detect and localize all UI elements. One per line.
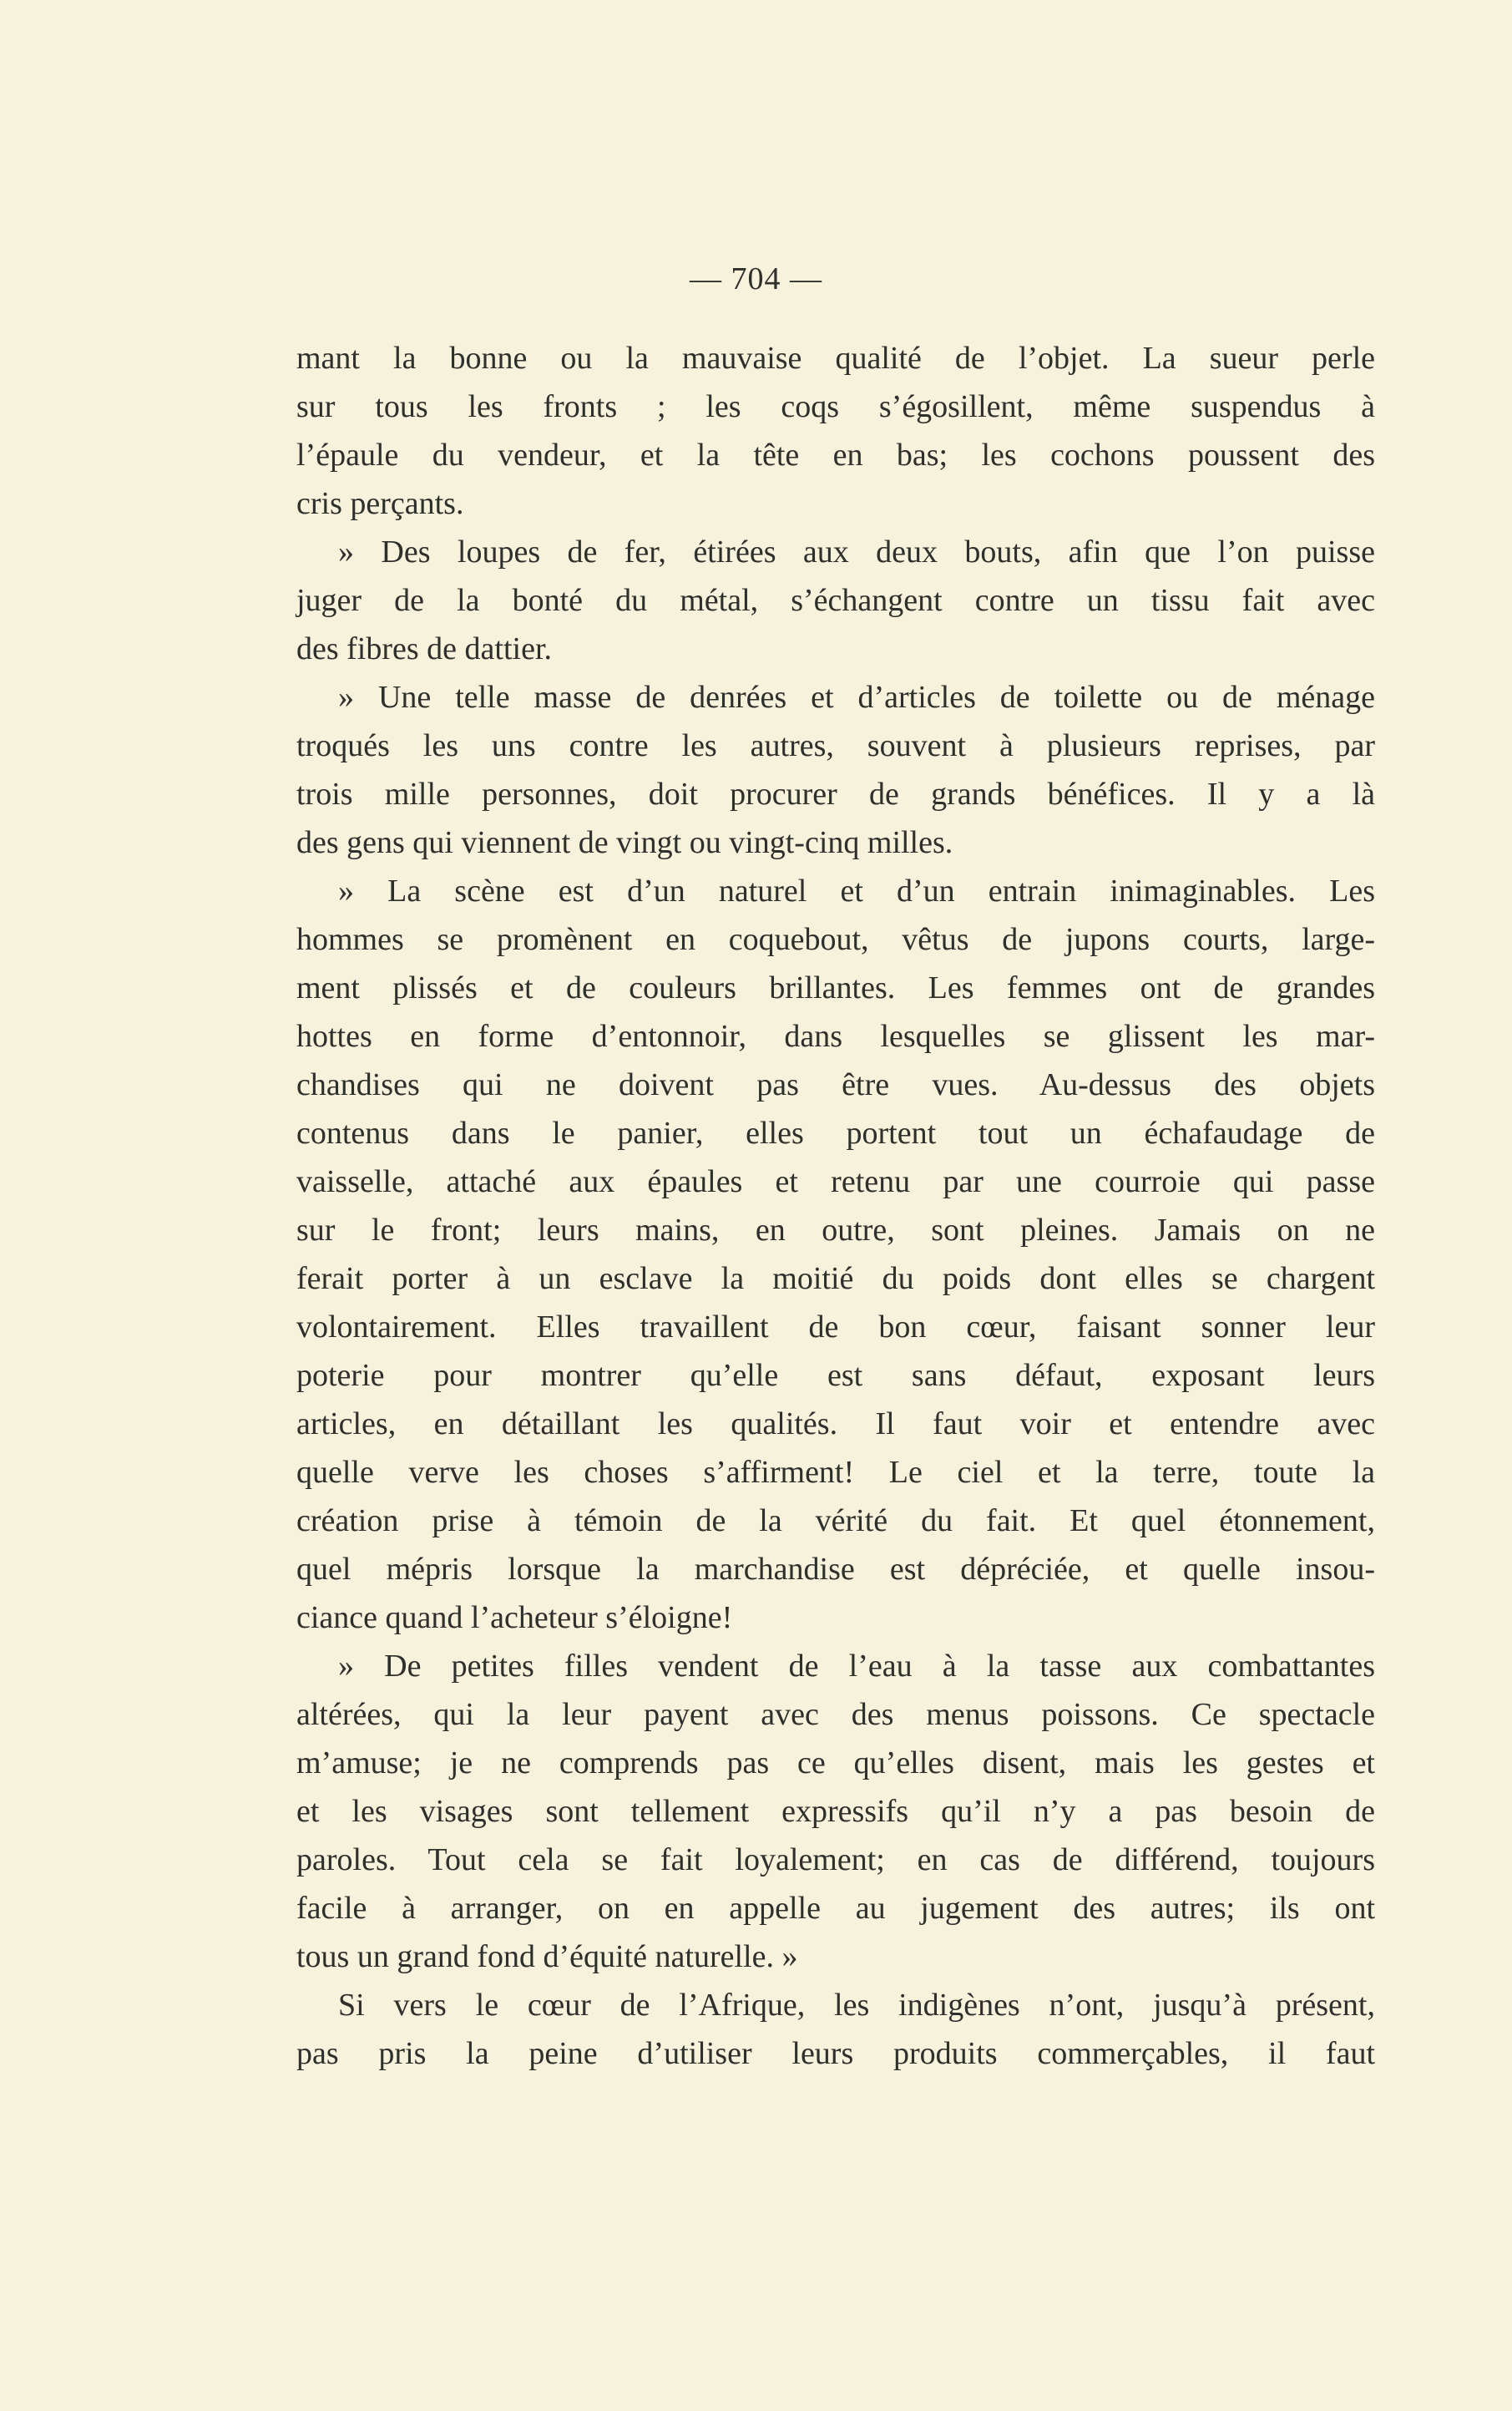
text-line: » De petites filles vendent de l’eau à la tasse aux combattantes xyxy=(338,1649,1375,1684)
text-line: ment plissés et de couleurs brillantes. Les femmes ont de grandes xyxy=(296,970,1375,1005)
text-line: facile à arranger, on en appelle au jugement des autres; ils ont xyxy=(296,1891,1375,1926)
text-line: contenus dans le panier, elles portent tout un échafaudage de xyxy=(296,1116,1375,1151)
paragraph xyxy=(296,867,1375,1642)
text-line: ciance quand l’acheteur s’éloigne! xyxy=(296,1600,733,1635)
text-line: volontairement. Elles travaillent de bon cœur, faisant sonner leur xyxy=(296,1309,1375,1345)
text-line: des gens qui viennent de vingt ou vingt-cinq milles. xyxy=(296,825,953,860)
text-line: quel mépris lorsque la marchandise est dépréciée, et quelle insou- xyxy=(296,1552,1375,1587)
text-line: trois mille personnes, doit procurer de grands bénéfices. Il y a là xyxy=(296,777,1375,812)
text-line: paroles. Tout cela se fait loyalement; en cas de différend, toujours xyxy=(296,1842,1375,1877)
paragraph xyxy=(296,528,1375,673)
text-line: hommes se promènent en coquebout, vêtus de jupons courts, large- xyxy=(296,922,1375,957)
text-line: m’amuse; je ne comprends pas ce qu’elles disent, mais les gestes et xyxy=(296,1745,1375,1780)
text-line: création prise à témoin de la vérité du fait. Et quel étonnement, xyxy=(296,1503,1375,1538)
text-line: articles, en détaillant les qualités. Il faut voir et entendre avec xyxy=(296,1406,1375,1441)
page-number: — 704 — xyxy=(690,261,822,296)
body-text xyxy=(296,334,1375,2078)
text-line: » Des loupes de fer, étirées aux deux bouts, afin que l’on puisse xyxy=(338,534,1375,570)
text-line: troqués les uns contre les autres, souvent à plusieurs reprises, par xyxy=(296,728,1375,763)
paragraph xyxy=(296,334,1375,528)
paragraph xyxy=(296,1642,1375,1981)
text-line: vaisselle, attaché aux épaules et retenu par une courroie qui passe xyxy=(296,1164,1375,1199)
text-line: juger de la bonté du métal, s’échangent contre un tissu fait avec xyxy=(296,583,1375,618)
text-line: mant la bonne ou la mauvaise qualité de l’objet. La sueur perle xyxy=(296,341,1375,376)
text-line: ferait porter à un esclave la moitié du poids dont elles se chargent xyxy=(296,1261,1375,1296)
text-line: altérées, qui la leur payent avec des menus poissons. Ce spectacle xyxy=(296,1697,1375,1732)
text-line: chandises qui ne doivent pas être vues. Au-dessus des objets xyxy=(296,1067,1375,1102)
text-line: tous un grand fond d’équité naturelle. » xyxy=(296,1939,798,1974)
text-line: l’épaule du vendeur, et la tête en bas; les cochons poussent des xyxy=(296,438,1375,473)
text-line: » Une telle masse de denrées et d’articles de toilette ou de ménage xyxy=(338,680,1375,715)
text-line: » La scène est d’un naturel et d’un entrain inimaginables. Les xyxy=(338,874,1375,909)
text-line: quelle verve les choses s’affirment! Le ciel et la terre, toute la xyxy=(296,1455,1375,1490)
paragraph xyxy=(296,1981,1375,2078)
text-line: et les visages sont tellement expressifs qu’il n’y a pas besoin de xyxy=(296,1794,1375,1829)
paragraph xyxy=(296,673,1375,867)
text-line: Si vers le cœur de l’Afrique, les indigènes n’ont, jusqu’à présent, xyxy=(338,1988,1375,2023)
text-line: des fibres de dattier. xyxy=(296,631,553,666)
text-line: pas pris la peine d’utiliser leurs produits commerçables, il faut xyxy=(296,2036,1375,2071)
text-line: poterie pour montrer qu’elle est sans défaut, exposant leurs xyxy=(296,1358,1375,1393)
text-line: cris perçants. xyxy=(296,486,464,521)
text-line: sur tous les fronts ; les coqs s’égosillent, même suspendus à xyxy=(296,389,1375,424)
text-line: sur le front; leurs mains, en outre, sont pleines. Jamais on ne xyxy=(296,1213,1375,1248)
text-line: hottes en forme d’entonnoir, dans lesquelles se glissent les mar- xyxy=(296,1019,1375,1054)
